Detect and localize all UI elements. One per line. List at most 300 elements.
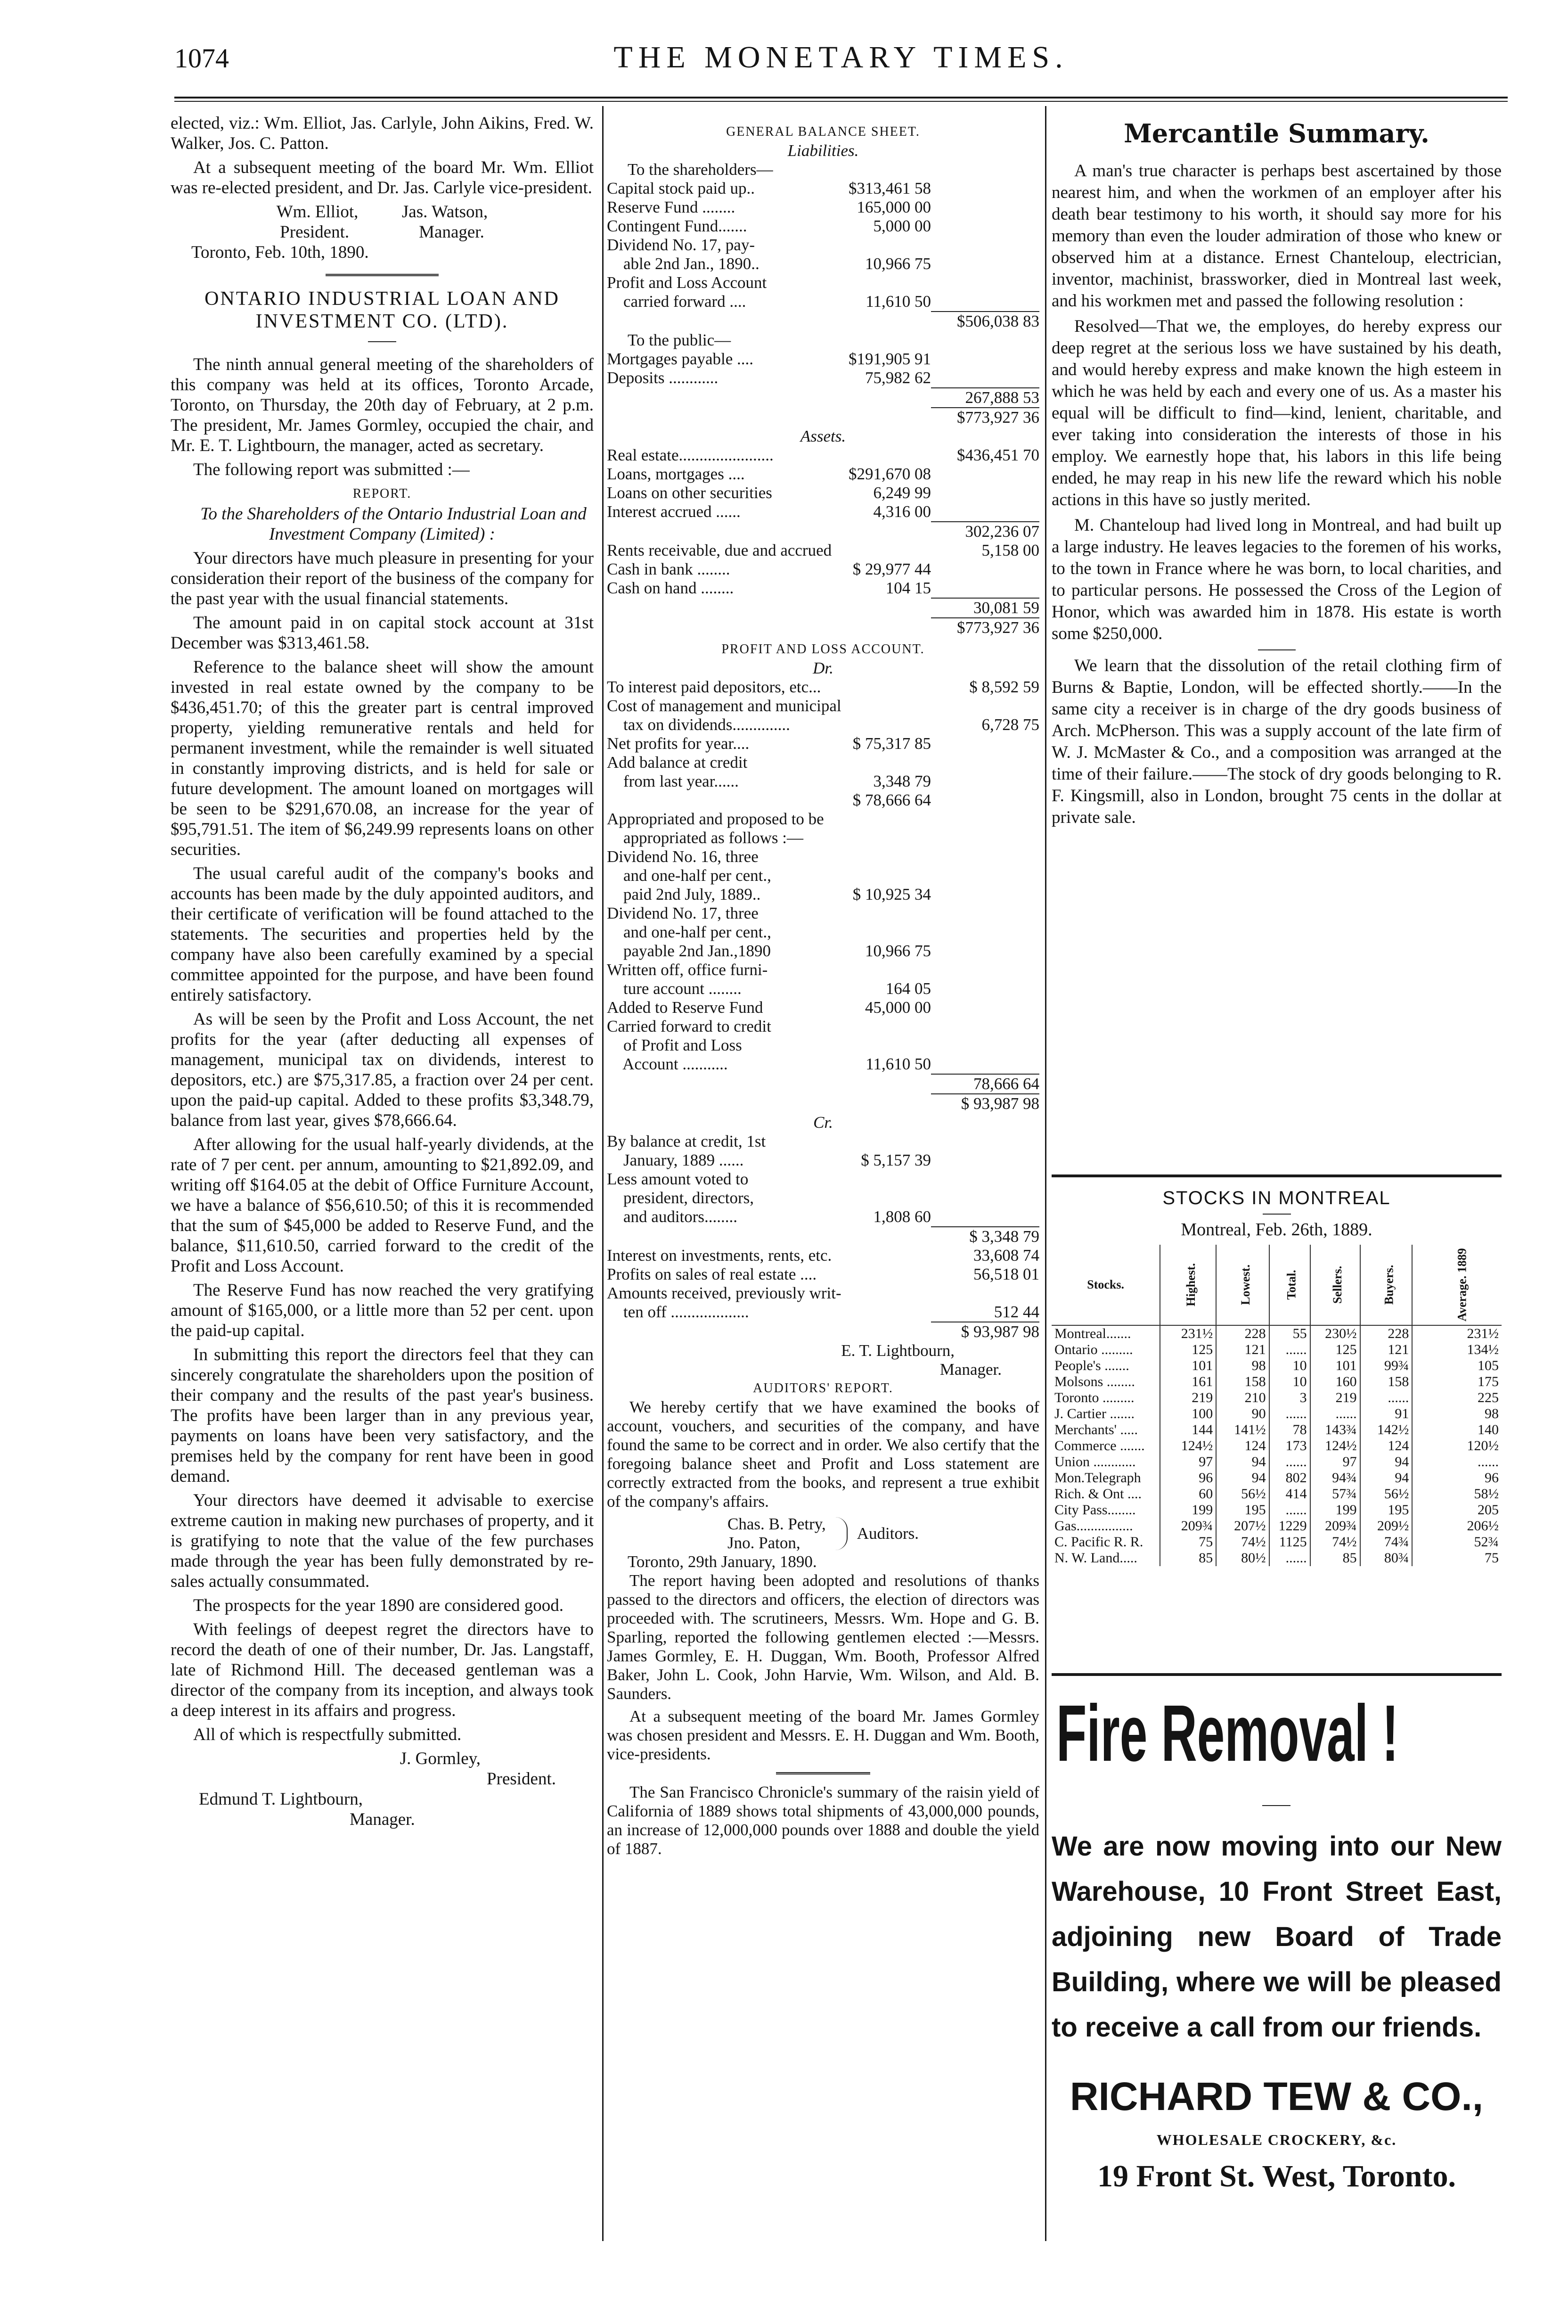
- stock-value: 101: [1160, 1358, 1216, 1374]
- article-title: ONTARIO INDUSTRIAL LOAN AND INVESTMENT CO. (LTD).: [204, 288, 560, 332]
- account-total: 302,236 07: [931, 521, 1039, 541]
- account-row: [607, 217, 1039, 236]
- stock-value: 199: [1310, 1502, 1360, 1518]
- account-amount: [841, 311, 931, 331]
- account-label: and auditors........: [607, 1207, 738, 1226]
- account-amount: 165,000 00: [857, 198, 931, 216]
- account-row: [607, 904, 1039, 923]
- account-row: [607, 255, 1039, 273]
- account-amount: 45,000 00: [865, 998, 931, 1017]
- report-paragraph: The amount paid in on capital stock account at 31st December was $313,461.58.: [171, 613, 594, 653]
- account-amount: [841, 810, 931, 829]
- account-total: [931, 923, 1039, 942]
- account-label: [607, 387, 841, 407]
- header-rule-2: [174, 101, 1508, 102]
- account-amount: [841, 697, 931, 715]
- stock-value: 99¾: [1360, 1358, 1413, 1374]
- account-row: [607, 772, 1039, 791]
- stock-value: 74¾: [1360, 1534, 1413, 1550]
- account-label: carried forward ....: [607, 292, 746, 311]
- account-label: Net profits for year....: [607, 734, 750, 753]
- account-amount: $291,670 08: [849, 465, 931, 483]
- account-amount: [841, 407, 931, 427]
- stocks-header-label: Buyers.: [1382, 1265, 1396, 1305]
- stock-value: 173: [1269, 1438, 1310, 1454]
- stock-value: 140: [1412, 1422, 1502, 1438]
- stocks-header-label: Sellers.: [1331, 1265, 1345, 1304]
- stock-value: 219: [1310, 1390, 1360, 1406]
- stock-value: 56½: [1216, 1486, 1269, 1502]
- title-divider: [368, 341, 396, 342]
- auditors-signature: [607, 1515, 1039, 1552]
- account-row: [607, 753, 1039, 772]
- stocks-row: [1052, 1550, 1502, 1566]
- account-amount: 10,966 75: [865, 255, 931, 273]
- stock-value: 121: [1360, 1342, 1413, 1358]
- account-label: Profit and Loss Account: [607, 273, 767, 292]
- stocks-row: [1052, 1486, 1502, 1502]
- account-amount: [841, 273, 931, 292]
- account-total: [931, 179, 1039, 198]
- account-label: Carried forward to credit: [607, 1017, 771, 1035]
- account-row: [607, 179, 1039, 198]
- account-amount: 75,982 62: [865, 369, 931, 387]
- account-amount: [841, 1017, 931, 1036]
- account-label: Profits on sales of real estate ....: [607, 1265, 817, 1283]
- account-row: [607, 810, 1039, 829]
- stock-value: 158: [1216, 1374, 1269, 1390]
- account-total: [931, 217, 1039, 236]
- advertisement: [1052, 1687, 1502, 2229]
- account-amount: 11,610 50: [866, 1055, 931, 1073]
- stock-value: ......: [1360, 1390, 1413, 1406]
- stock-value: 209¾: [1160, 1518, 1216, 1534]
- closing-paragraph: At a subsequent meeting of the board Mr. James Gormley was chosen president and Messrs. E. H. Duggan and Wm. Booth, vice-presidents.: [607, 1707, 1039, 1763]
- account-amount: [841, 1093, 931, 1113]
- stock-value: 158: [1360, 1374, 1413, 1390]
- stock-name: Gas................: [1054, 1518, 1133, 1534]
- account-label: of Profit and Loss: [607, 1036, 742, 1054]
- account-label: Reserve Fund ........: [607, 198, 735, 216]
- stock-value: 205: [1412, 1502, 1502, 1518]
- mercantile-paragraph: Resolved—That we, the employes, do hereby express our deep regret at the serious loss we have sustained by his death, and would hereby express and make known the high esteem in which he was held by each and every one of us. As a master his equal will be difficult to find—kind, lenient, charitable, and ever taking into consideration the interests of those in his employ. We earnestly hope that, his labors in this life being ended, he may reap in his new life the reward which his noble actions in this have so justly merited.: [1052, 317, 1502, 509]
- report-paragraph: Your directors have deemed it advisable to exercise extreme caution in making new purchases of property, and it is gratifying to note that the value of the few purchases made through the year has been fully demonstrated by re-sales actually consummated.: [171, 1491, 594, 1591]
- account-total: 30,081 59: [931, 598, 1039, 617]
- stocks-header: [1412, 1245, 1502, 1325]
- stocks-row: [1052, 1358, 1502, 1374]
- liabilities-table: [607, 179, 1039, 331]
- account-row: [607, 829, 1039, 847]
- account-total: [931, 1017, 1039, 1036]
- report-paragraph: As will be seen by the Profit and Loss Account, the net profits for the year (after deducting all expenses of management, municipal tax on dividends, interest to depositors, etc.) are $75,317.85, a fraction over 24 per cent. upon the paid-up capital. Added to these profits $3,348.79, balance from last year, gives $78,666.64.: [171, 1010, 594, 1130]
- stock-value: 52¾: [1412, 1534, 1502, 1550]
- account-row: [607, 1093, 1039, 1113]
- stocks-title-divider: [1263, 1214, 1291, 1215]
- account-total: [931, 1132, 1039, 1151]
- account-label: Interest accrued ......: [607, 502, 741, 521]
- account-total: 267,888 53: [931, 387, 1039, 407]
- stock-value: 94¾: [1310, 1470, 1360, 1486]
- account-label: tax on dividends..............: [607, 715, 790, 734]
- ad-headline: Fire Removal !: [1056, 1689, 1399, 1778]
- report-paragraph: All of which is respectfully submitted.: [193, 1725, 462, 1744]
- raisin-paragraph: The San Francisco Chronicle's summary of the raisin yield of California of 1889 shows total shipments of 43,000,000 pounds, an increase of 12,000,000 pounds over 1888 and double the yield of 1887.: [607, 1783, 1039, 1858]
- account-row: [607, 923, 1039, 942]
- stock-value: 75: [1160, 1534, 1216, 1550]
- stocks-header: [1310, 1245, 1360, 1325]
- account-row: [607, 560, 1039, 579]
- ad-address: 19 Front St. West, Toronto.: [1097, 2159, 1456, 2193]
- account-amount: [841, 847, 931, 866]
- account-label: Dividend No. 17, three: [607, 904, 759, 922]
- account-amount: [841, 961, 931, 979]
- account-label: paid 2nd July, 1889..: [607, 885, 761, 903]
- stock-value: 207½: [1216, 1518, 1269, 1534]
- closing-paragraph: The report having been adopted and resolutions of thanks passed to the directors and officers, the election of directors was proceeded with. The scrutineers, Messrs. Wm. Hope and G. B. Sparling, reported the following gentlemen elected :—Messrs. James Gormley, E. H. Duggan, Wm. Booth, Professor Alfred Baker, John L. Cook, John Harvie, Wm. Wilson, and Ald. B. Saunders.: [607, 1571, 1039, 1703]
- account-label: Written off, office furni-: [607, 961, 768, 979]
- account-row: [607, 541, 1039, 560]
- account-total: [931, 1170, 1039, 1189]
- ad-top-rule: [1052, 1673, 1502, 1676]
- account-row: [607, 598, 1039, 617]
- account-label: [607, 791, 841, 810]
- account-label: Added to Reserve Fund: [607, 998, 763, 1017]
- stocks-header-label: Lowest.: [1238, 1265, 1252, 1305]
- account-row: [607, 697, 1039, 715]
- account-label: [607, 1093, 841, 1113]
- stock-value: ......: [1269, 1454, 1310, 1470]
- account-total: [931, 484, 1039, 502]
- account-total: [931, 1207, 1039, 1226]
- account-label: and one-half per cent.,: [607, 866, 771, 885]
- masthead: THE MONETARY TIMES.: [613, 40, 1069, 74]
- account-total: [931, 810, 1039, 829]
- account-row: [607, 1303, 1039, 1322]
- stock-value: 74½: [1310, 1534, 1360, 1550]
- report-paragraph: The usual careful audit of the company's books and accounts has been made by the duly appointed auditors, and their certificate of verification will be found attached to the statements. The securities and properties held by the company have also been carefully examined by a special committee appointed for the purpose, and have been found entirely satisfactory.: [171, 864, 594, 1005]
- account-amount: $313,461 58: [849, 179, 931, 197]
- stock-name: C. Pacific R. R.: [1054, 1534, 1143, 1550]
- stock-name: Union ............: [1054, 1454, 1136, 1470]
- stock-value: 3: [1269, 1390, 1310, 1406]
- stock-value: 228: [1360, 1325, 1413, 1342]
- account-total: 33,608 74: [973, 1246, 1039, 1265]
- account-label: Cost of management and municipal: [607, 697, 841, 715]
- intro-text: elected, viz.: Wm. Elliot, Jas. Carlyle, John Aikins, Fred. W. Walker, Jos. C. Patton.: [171, 114, 594, 153]
- account-amount: $ 29,977 44: [852, 560, 931, 578]
- stock-value: 209¾: [1310, 1518, 1360, 1534]
- account-amount: [841, 753, 931, 772]
- account-amount: $191,905 91: [849, 350, 931, 368]
- intro-text: At a subsequent meeting of the board Mr. Wm. Elliot was re-elected president, and Dr. Jas. Carlyle vice-president.: [171, 158, 594, 197]
- account-row: [607, 734, 1039, 753]
- account-amount: [841, 904, 931, 923]
- account-total: [931, 847, 1039, 866]
- stocks-header: Stocks.: [1087, 1278, 1124, 1291]
- account-row: [607, 791, 1039, 810]
- account-row: [607, 465, 1039, 484]
- account-label: Deposits ............: [607, 369, 719, 387]
- ad-company: RICHARD TEW & CO.,: [1070, 2074, 1484, 2119]
- account-total: [931, 791, 1039, 810]
- account-total: 512 44: [994, 1303, 1039, 1321]
- page-header: [174, 40, 1508, 85]
- account-amount: [841, 829, 931, 847]
- stock-value: ......: [1310, 1406, 1360, 1422]
- account-row: [607, 273, 1039, 292]
- account-row: [607, 942, 1039, 961]
- account-row: [607, 521, 1039, 541]
- account-row: [607, 866, 1039, 885]
- account-amount: $ 10,925 34: [852, 885, 931, 903]
- stocks-row: [1052, 1406, 1502, 1422]
- stock-value: 141½: [1216, 1422, 1269, 1438]
- account-amount: $ 78,666 64: [852, 791, 931, 809]
- stock-value: 85: [1160, 1550, 1216, 1566]
- account-amount: [841, 715, 931, 734]
- stocks-header: [1360, 1245, 1413, 1325]
- stock-value: 55: [1269, 1325, 1310, 1342]
- account-row: [607, 961, 1039, 979]
- account-label: Account ...........: [607, 1055, 728, 1073]
- account-total: [931, 465, 1039, 484]
- account-total: $ 3,348 79: [931, 1226, 1039, 1246]
- account-amount: 1,808 60: [873, 1207, 931, 1226]
- account-row: [607, 847, 1039, 866]
- account-total: [931, 904, 1039, 923]
- stocks-date: Montreal, Feb. 26th, 1889.: [1181, 1220, 1372, 1240]
- account-label: Loans, mortgages ....: [607, 465, 745, 483]
- stock-name: Ontario .........: [1054, 1342, 1133, 1357]
- account-label: Dividend No. 17, pay-: [607, 236, 755, 254]
- account-total: [931, 885, 1039, 904]
- stock-name: N. W. Land.....: [1054, 1550, 1137, 1566]
- stock-value: 1229: [1269, 1518, 1310, 1534]
- auditors-report-title: AUDITORS' REPORT.: [753, 1381, 893, 1396]
- account-row: [607, 1132, 1039, 1151]
- stock-value: 230½: [1310, 1325, 1360, 1342]
- signature-title: President.: [487, 1769, 556, 1789]
- stock-value: 60: [1160, 1486, 1216, 1502]
- account-total: 6,728 75: [981, 715, 1039, 734]
- stock-value: 94: [1216, 1470, 1269, 1486]
- auditor-name: Chas. B. Petry,: [727, 1515, 826, 1533]
- auditor-brace: [835, 1517, 848, 1550]
- stock-name: City Pass........: [1054, 1502, 1136, 1518]
- stock-value: 80½: [1216, 1550, 1269, 1566]
- account-amount: [841, 541, 931, 560]
- account-total: [931, 255, 1039, 273]
- stock-name: Rich. & Ont ....: [1054, 1486, 1142, 1502]
- account-amount: [841, 236, 931, 255]
- account-amount: [841, 866, 931, 885]
- stock-value: 97: [1310, 1454, 1360, 1470]
- stock-value: ......: [1269, 1502, 1310, 1518]
- stocks-header: [1216, 1245, 1269, 1325]
- account-row: [607, 1246, 1039, 1265]
- account-row: [607, 885, 1039, 904]
- account-amount: [841, 1170, 931, 1189]
- signature-names: Wm. Elliot, Jas. Watson,: [276, 202, 488, 222]
- account-total: $ 8,592 59: [969, 678, 1039, 696]
- account-label: ten off ...................: [607, 1303, 749, 1321]
- stock-value: 98: [1412, 1406, 1502, 1422]
- page-number: 1074: [174, 43, 229, 74]
- account-label: [607, 521, 841, 541]
- account-amount: 164 05: [885, 979, 931, 998]
- account-amount: [841, 678, 931, 697]
- account-amount: 11,610 50: [866, 292, 931, 311]
- account-amount: [841, 598, 931, 617]
- account-total: $436,451 70: [957, 446, 1039, 464]
- stock-value: 75: [1412, 1550, 1502, 1566]
- stock-value: 124½: [1310, 1438, 1360, 1454]
- account-row: [607, 236, 1039, 255]
- stock-name: J. Cartier .......: [1054, 1406, 1135, 1421]
- ad-tagline: WHOLESALE CROCKERY, &c.: [1156, 2131, 1397, 2148]
- stocks-header-label: Total.: [1284, 1270, 1298, 1300]
- account-label: Appropriated and proposed to be: [607, 810, 824, 828]
- stock-value: 90: [1216, 1406, 1269, 1422]
- account-amount: $ 75,317 85: [852, 734, 931, 753]
- stock-value: 199: [1160, 1502, 1216, 1518]
- stock-value: 94: [1360, 1454, 1413, 1470]
- account-row: [607, 484, 1039, 502]
- account-amount: [841, 617, 931, 637]
- account-row: [607, 311, 1039, 331]
- account-label: Less amount voted to: [607, 1170, 749, 1188]
- report-paragraph: With feelings of deepest regret the directors have to record the death of one of their number, Dr. Jas. Langstaff, late of Richmond Hill. The deceased gentleman was a director of the company from its inception, and always took a deep interest in its affairs and progress.: [171, 1620, 594, 1720]
- account-row: [607, 678, 1039, 697]
- signature-name: Edmund T. Lightbourn,: [199, 1790, 363, 1809]
- stock-value: 160: [1310, 1374, 1360, 1390]
- stock-value: 142½: [1360, 1422, 1413, 1438]
- account-label: Cash in bank ........: [607, 560, 730, 578]
- account-row: [607, 369, 1039, 387]
- stock-value: 74½: [1216, 1534, 1269, 1550]
- account-row: [607, 617, 1039, 637]
- stock-value: 85: [1310, 1550, 1360, 1566]
- stocks-section: [1052, 1188, 1502, 1566]
- account-label: Interest on investments, rents, etc.: [607, 1246, 832, 1265]
- account-label: and one-half per cent.,: [607, 923, 771, 941]
- account-label: Rents receivable, due and accrued: [607, 541, 832, 559]
- stocks-top-rule: [1052, 1174, 1502, 1177]
- stock-value: 80¾: [1360, 1550, 1413, 1566]
- account-amount: $ 5,157 39: [861, 1151, 931, 1169]
- account-row: [607, 1189, 1039, 1207]
- account-label: To interest paid depositors, etc...: [607, 678, 821, 696]
- section-divider: [1258, 649, 1296, 650]
- account-amount: [841, 1036, 931, 1055]
- stock-value: ......: [1269, 1406, 1310, 1422]
- stock-value: 97: [1160, 1454, 1216, 1470]
- account-row: [607, 387, 1039, 407]
- account-total: [931, 198, 1039, 217]
- account-label: Mortgages payable ....: [607, 350, 754, 368]
- account-total: [931, 697, 1039, 715]
- account-row: [607, 1207, 1039, 1226]
- account-label: [607, 598, 841, 617]
- stock-value: 121: [1216, 1342, 1269, 1358]
- stock-value: 94: [1216, 1454, 1269, 1470]
- assets-title: Assets.: [800, 427, 846, 445]
- section-divider: [776, 1772, 870, 1774]
- public-table: [607, 350, 1039, 427]
- account-amount: 3,348 79: [873, 772, 931, 790]
- account-amount: [841, 1132, 931, 1151]
- account-row: [607, 1322, 1039, 1341]
- stocks-header-row: [1052, 1245, 1502, 1325]
- account-label: Loans on other securities: [607, 484, 772, 502]
- account-amount: [841, 923, 931, 942]
- auditor-name: Jno. Paton,: [727, 1534, 800, 1552]
- account-amount: 4,316 00: [873, 502, 931, 521]
- stock-value: 10: [1269, 1358, 1310, 1374]
- account-label: Amounts received, previously writ-: [607, 1284, 841, 1302]
- stock-value: 101: [1310, 1358, 1360, 1374]
- account-total: [931, 998, 1039, 1017]
- debit-table: [607, 678, 1039, 1113]
- account-total: $506,038 83: [931, 311, 1039, 331]
- stock-name: Commerce .......: [1054, 1438, 1145, 1454]
- report-paragraph: After allowing for the usual half-yearly dividends, at the rate of 7 per cent. per annum, amounting to $21,892.09, and writing off $164.05 at the debit of Office Furniture Account, we have a balance of $56,610.50; of this it is recommended that the sum of $45,000 be added to Reserve Fund, and the balance, $11,610.50, carried forward to the credit of the Profit and Loss Account.: [171, 1135, 594, 1276]
- account-label: appropriated as follows :—: [607, 829, 803, 847]
- stock-value: 210: [1216, 1390, 1269, 1406]
- report-paragraph: Reference to the balance sheet will show the amount invested in real estate owned by the company to be $436,451.70; of this the greater part is central improved property, yielding remunerative rentals and held for permanent investment, while the remainder is well situated in constantly improving districts, and is held for sale or future development. The amount loaned on mortgages will be seen to be $291,670.08, an increase for the year of $95,791.51. The item of $6,249.99 represents loans on other securities.: [171, 657, 594, 859]
- stocks-row: [1052, 1342, 1502, 1358]
- stock-value: 206½: [1412, 1518, 1502, 1534]
- account-total: [931, 1036, 1039, 1055]
- mercantile-summary-title: Mercantile Summary.: [1124, 118, 1429, 148]
- account-row: [607, 1151, 1039, 1170]
- account-label: [607, 311, 841, 331]
- stocks-body: [1052, 1325, 1502, 1566]
- stocks-row: [1052, 1470, 1502, 1486]
- account-total: [931, 560, 1039, 579]
- account-label: from last year......: [607, 772, 739, 790]
- account-label: Add balance at credit: [607, 753, 748, 772]
- profit-loss-title: PROFIT AND LOSS ACCOUNT.: [721, 642, 925, 657]
- stock-value: 209½: [1360, 1518, 1413, 1534]
- stock-value: 231½: [1160, 1325, 1216, 1342]
- stocks-table: [1052, 1245, 1502, 1566]
- account-total: [931, 979, 1039, 998]
- account-label: president, directors,: [607, 1189, 754, 1207]
- account-total: $ 93,987 98: [931, 1093, 1039, 1113]
- stock-value: 195: [1360, 1502, 1413, 1518]
- account-total: [931, 292, 1039, 311]
- account-row: [607, 998, 1039, 1017]
- account-label: able 2nd Jan., 1890..: [607, 255, 760, 273]
- stock-value: 231½: [1412, 1325, 1502, 1342]
- stock-value: 124½: [1160, 1438, 1216, 1454]
- stock-value: 96: [1412, 1470, 1502, 1486]
- report-paragraph: Your directors have much pleasure in presenting for your consideration their report of the business of the company for the past year with the usual financial statements.: [171, 549, 594, 608]
- account-label: ture account ........: [607, 979, 742, 998]
- account-row: [607, 1017, 1039, 1036]
- stock-value: 56½: [1360, 1486, 1413, 1502]
- stock-value: 58½: [1412, 1486, 1502, 1502]
- account-amount: [841, 1265, 931, 1284]
- stocks-row: [1052, 1534, 1502, 1550]
- stocks-header-label: Average. 1889: [1455, 1248, 1469, 1322]
- assets-table: [607, 446, 1039, 637]
- stock-name: Mon.Telegraph: [1054, 1470, 1141, 1486]
- column-left: [171, 113, 594, 1830]
- account-total: [931, 753, 1039, 772]
- account-total: [931, 273, 1039, 292]
